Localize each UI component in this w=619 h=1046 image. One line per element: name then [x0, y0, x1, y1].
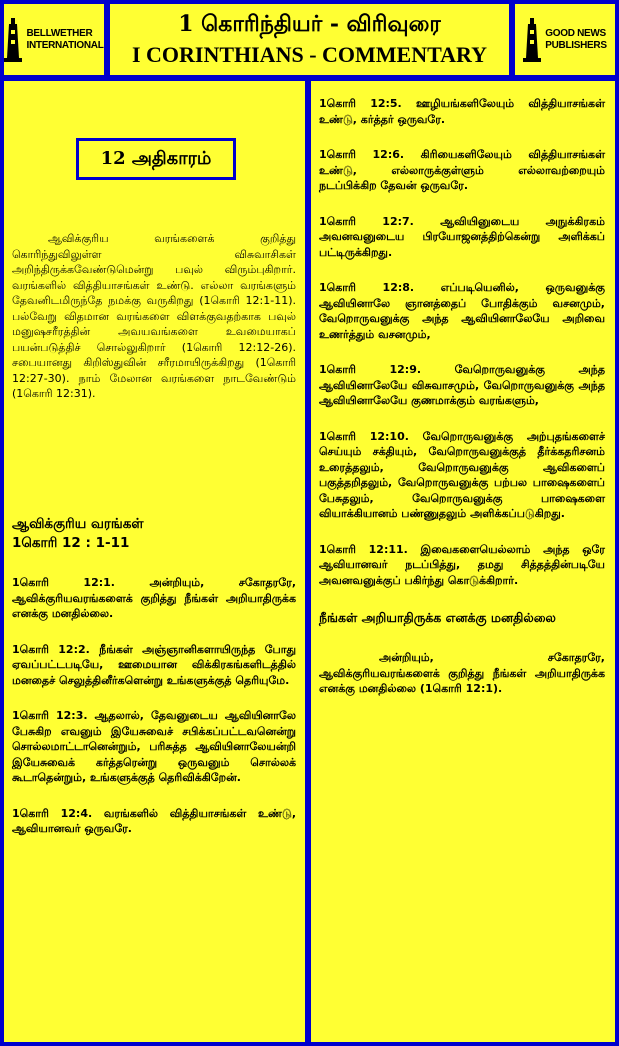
- logo-good-news: [515, 4, 615, 75]
- verse-12-5: 1கொரி 12:5. ஊழியங்களிலேயும் வித்தியாசங்கள் உண்டு, கர்த்தர் ஒருவரே.: [319, 97, 605, 126]
- section-title: ஆவிக்குரிய வரங்கள்: [12, 516, 144, 532]
- verse-list-right: [319, 96, 605, 697]
- logo-right-line2: PUBLISHERS: [545, 39, 607, 51]
- intro-paragraph: ஆவிக்குரிய வரங்களைக் குறித்து கொரிந்துவிலுள்ள விசுவாசிகள் அறிந்திருக்கவேண்டுமென்று பவுல் விரும்புகிறார். வரங்களில் வித்தியாசங்கள் உண்டு. எல்லா வரங்களும் தேவனிடமிருந்தே நமக்கு வருகிறது (1கொரி 12:1-11). பல்வேறு விதமான வரங்களை விளக்குவதற்காக பவுல் மனுஷசரீரத்தின் அவயவங்களை உவமையாகப் பயன்படுத்திச் சொல்லுகிறார் (1கொரி 12:12-26). சபையானது கிறிஸ்துவின் சரீரமாயிருக்கிறது (1கொரி 12:27-30). நாம் மேலான வரங்களை நாடவேண்டும் (1கொரி 12:31).: [12, 232, 296, 400]
- verse-12-9: 1கொரி 12:9. வேறொருவனுக்கு அந்த ஆவியினாலேயே விசுவாசமும், வேறொருவனுக்கு அந்த ஆவியினாலேயே குணமாக்கும் வரங்களும்,: [319, 363, 605, 407]
- section-ref: 1கொரி 12 : 1-11: [12, 535, 130, 551]
- right-column: [311, 81, 615, 1042]
- tower-icon: [4, 18, 22, 62]
- logo-bellwether: [4, 4, 104, 75]
- chapter-title: 12 அதிகாரம்: [76, 138, 236, 180]
- verse-list-left: [12, 575, 296, 857]
- verse-12-2: 1கொரி 12:2. நீங்கள் அஞ்ஞானிகளாயிருந்த போது ஏவப்பட்டபடியே, ஊமையான விக்கிரகங்களிடத்தில் மனதைச் செலுத்தினீர்களென்று உங்களுக்குத் தெரியுமே.: [12, 642, 296, 687]
- verse-12-10: 1கொரி 12:10. வேறொருவனுக்கு அற்புதங்களைச் செய்யும் சக்தியும், வேறொருவனுக்குத் தீர்க்கதரிசனம் உரைத்தலும், வேறொருவனுக்கு ஆவிகளைப் பகுத்தறிதலும், வேறொருவனுக்கு பற்பல பாஷைகளைப் பேசுதலும், வேறொருவனுக்கு பாஷைகளை வியாக்கியானம் பண்ணுதலும் அளிக்கப்படுகிறது.: [319, 429, 605, 520]
- verse-12-7: 1கொரி 12:7. ஆவியினுடைய அநுக்கிரகம் அவனவனுடைய பிரயோஜனத்திற்கென்று அளிக்கப் பட்டிருக்கிறது.: [319, 214, 605, 259]
- section-heading: [12, 515, 296, 553]
- verse-12-6: 1கொரி 12:6. கிரியைகளிலேயும் வித்தியாசங்கள் உண்டு, எல்லாருக்குள்ளும் எல்லாவற்றையும் நடப்பிக்கிற தேவன் ஒருவரே.: [319, 148, 605, 192]
- verse-12-1: 1கொரி 12:1. அன்றியும், சகோதரரே, ஆவிக்குரியவரங்களைக் குறித்து நீங்கள் அறியாதிருக்க எனக்கு மனதில்லை.: [12, 576, 296, 620]
- page-header: [110, 4, 509, 75]
- tower-icon: [523, 18, 541, 62]
- title-english: I CORINTHIANS - COMMENTARY: [131, 42, 488, 67]
- sub-heading: நீங்கள் அறியாதிருக்க எனக்கு மனதில்லை: [319, 610, 556, 625]
- verse-12-3: 1கொரி 12:3. ஆதலால், தேவனுடைய ஆவியினாலே பேசுகிற எவனும் இயேசுவைச் சபிக்கப்பட்டவனென்று சொல்லமாட்டானென்றும், பரிசுத்த ஆவியினாலேயன்றி இயேசுவைக் கர்த்தரென்று ஒருவனும் சொல்லக் கூடாதென்றும், உங்களுக்குத் தெரிவிக்கிறேன்.: [12, 709, 296, 784]
- logo-left-line1: BELLWETHER: [26, 27, 93, 39]
- logo-left-line2: INTERNATIONAL: [26, 39, 104, 51]
- verse-12-11: 1கொரி 12:11. இவைகளையெல்லாம் அந்த ஒரே ஆவியானவர் நடப்பித்து, தமது சித்தத்தின்படியே அவனவனுக்குப் பகிர்ந்து கொடுக்கிறார்.: [319, 542, 605, 587]
- title-tamil: 1 கொரிந்தியர் - விரிவுரை: [178, 11, 441, 37]
- left-column: [4, 81, 305, 1042]
- logo-right-line1: GOOD NEWS: [545, 27, 606, 39]
- verse-12-4: 1கொரி 12:4. வரங்களில் வித்தியாசங்கள் உண்டு, ஆவியானவர் ஒருவரே.: [12, 806, 296, 835]
- verse-12-8: 1கொரி 12:8. எப்படியெனில், ஒருவனுக்கு ஆவியினாலே ஞானத்தைப் போதிக்கும் வசனமும், வேறொருவனுக்கு அந்த ஆவியினாலேயே அறிவை உணர்த்தும் வசனமும்,: [319, 281, 605, 341]
- closing-paragraph: அன்றியும், சகோதரரே, ஆவிக்குரியவரங்களைக் குறித்து நீங்கள் அறியாதிருக்க எனக்கு மனதில்லை (1கொரி 12:1).: [319, 651, 605, 695]
